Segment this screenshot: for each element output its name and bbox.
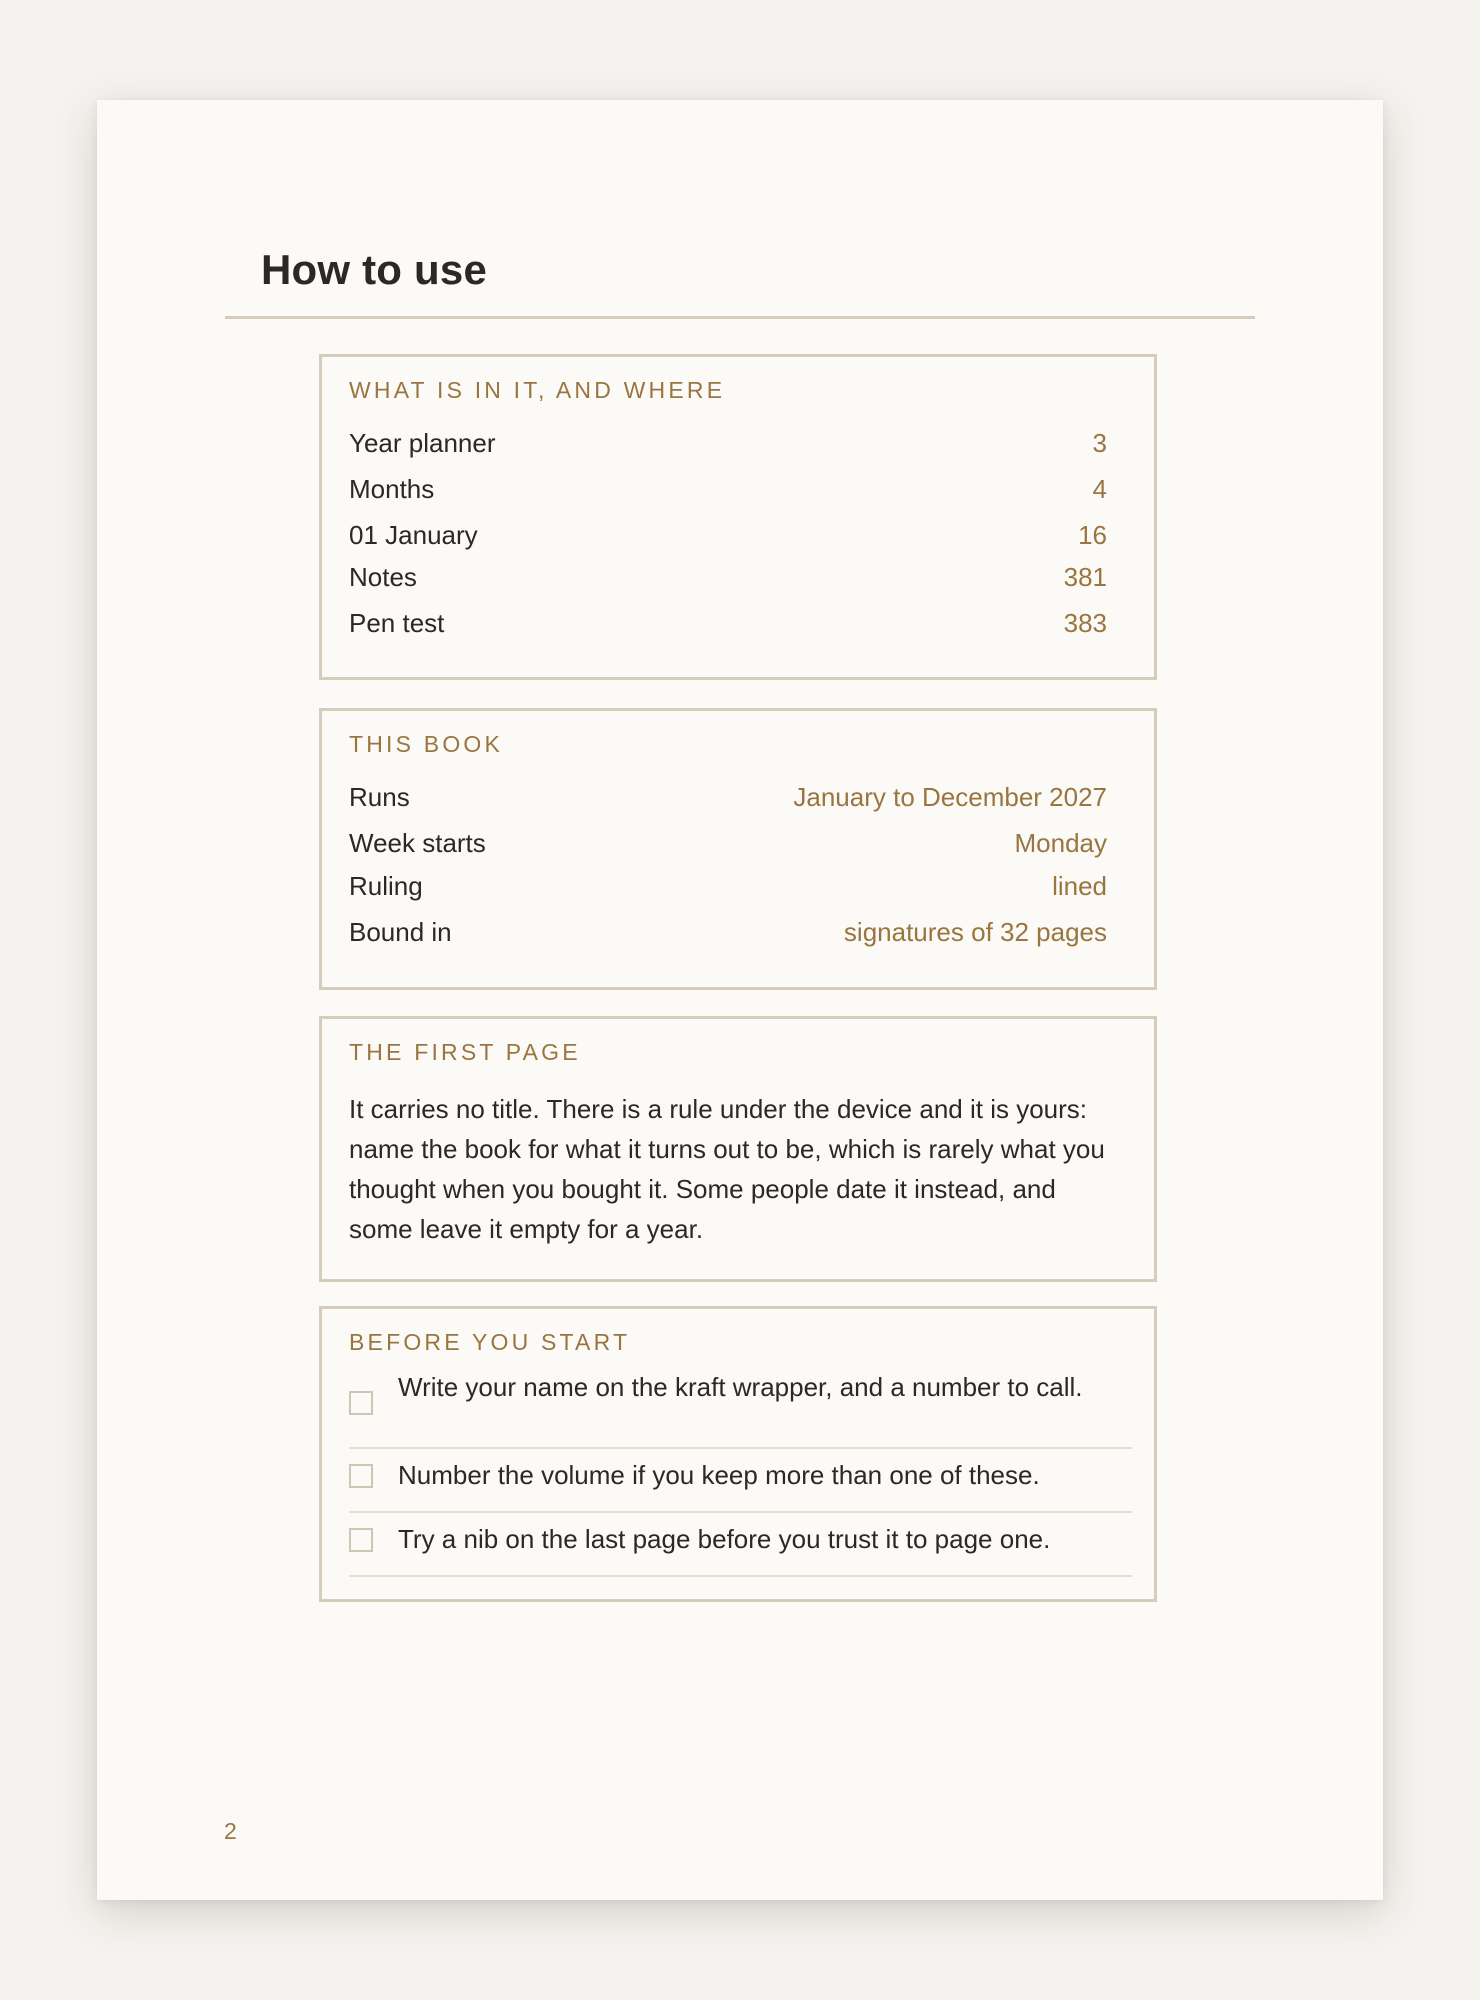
book-detail-row [349, 917, 1107, 951]
contents-row[interactable] [349, 474, 1107, 508]
first-page-heading: THE FIRST PAGE [349, 1039, 581, 1065]
book-detail-value: lined [1052, 871, 1107, 901]
contents-heading: WHAT IS IN IT, AND WHERE [349, 377, 726, 403]
book-details-heading: THIS BOOK [349, 731, 504, 757]
checkbox[interactable] [349, 1528, 373, 1552]
contents-label: Pen test [349, 608, 445, 638]
contents-page-number: 3 [1092, 428, 1107, 458]
book-details-box [319, 708, 1157, 990]
contents-page-number: 16 [1078, 520, 1107, 550]
before-you-start-heading: BEFORE YOU START [349, 1329, 631, 1355]
document-page [97, 100, 1383, 1900]
book-detail-row [349, 828, 1107, 862]
contents-row[interactable] [349, 428, 1107, 462]
contents-label: Notes [349, 562, 417, 592]
page-number: 2 [224, 1818, 237, 1844]
contents-page-number: 4 [1092, 474, 1107, 504]
book-detail-row [349, 871, 1107, 905]
book-detail-value: signatures of 32 pages [843, 917, 1107, 947]
contents-row[interactable] [349, 520, 1107, 554]
contents-row[interactable] [349, 562, 1107, 596]
checklist-item [349, 1367, 1132, 1449]
book-detail-value: Monday [1014, 828, 1107, 858]
book-detail-label: Ruling [349, 871, 423, 901]
checklist-item-text: Write your name on the kraft wrapper, and a number to call. [398, 1372, 1083, 1402]
contents-label: 01 January [349, 520, 478, 550]
checklist-item [349, 1449, 1132, 1513]
title-rule [225, 316, 1255, 319]
contents-label: Months [349, 474, 435, 504]
first-page-paragraph: It carries no title. There is a rule under the device and it is yours: name the book for what it turns out to be, which is rarely what you thought when you bought it. Some people date it instead, and some leave it empty for a year. [349, 1094, 1105, 1244]
book-detail-value: January to December 2027 [793, 782, 1107, 812]
checklist-item [349, 1513, 1132, 1577]
checklist-item-text: Try a nib on the last page before you trust it to page one. [398, 1524, 1051, 1554]
book-detail-row [349, 782, 1107, 816]
book-detail-label: Bound in [349, 917, 452, 947]
page-title: How to use [261, 246, 488, 293]
checkbox[interactable] [349, 1464, 373, 1488]
first-page-box [319, 1016, 1157, 1282]
checklist-item-text: Number the volume if you keep more than one of these. [398, 1460, 1040, 1490]
book-detail-label: Runs [349, 782, 410, 812]
book-detail-label: Week starts [349, 828, 486, 858]
contents-page-number: 383 [1063, 608, 1107, 638]
contents-page-number: 381 [1063, 562, 1107, 592]
before-you-start-box [319, 1306, 1157, 1602]
contents-row[interactable] [349, 608, 1107, 642]
contents-label: Year planner [349, 428, 496, 458]
checkbox[interactable] [349, 1391, 373, 1415]
contents-box [319, 354, 1157, 680]
